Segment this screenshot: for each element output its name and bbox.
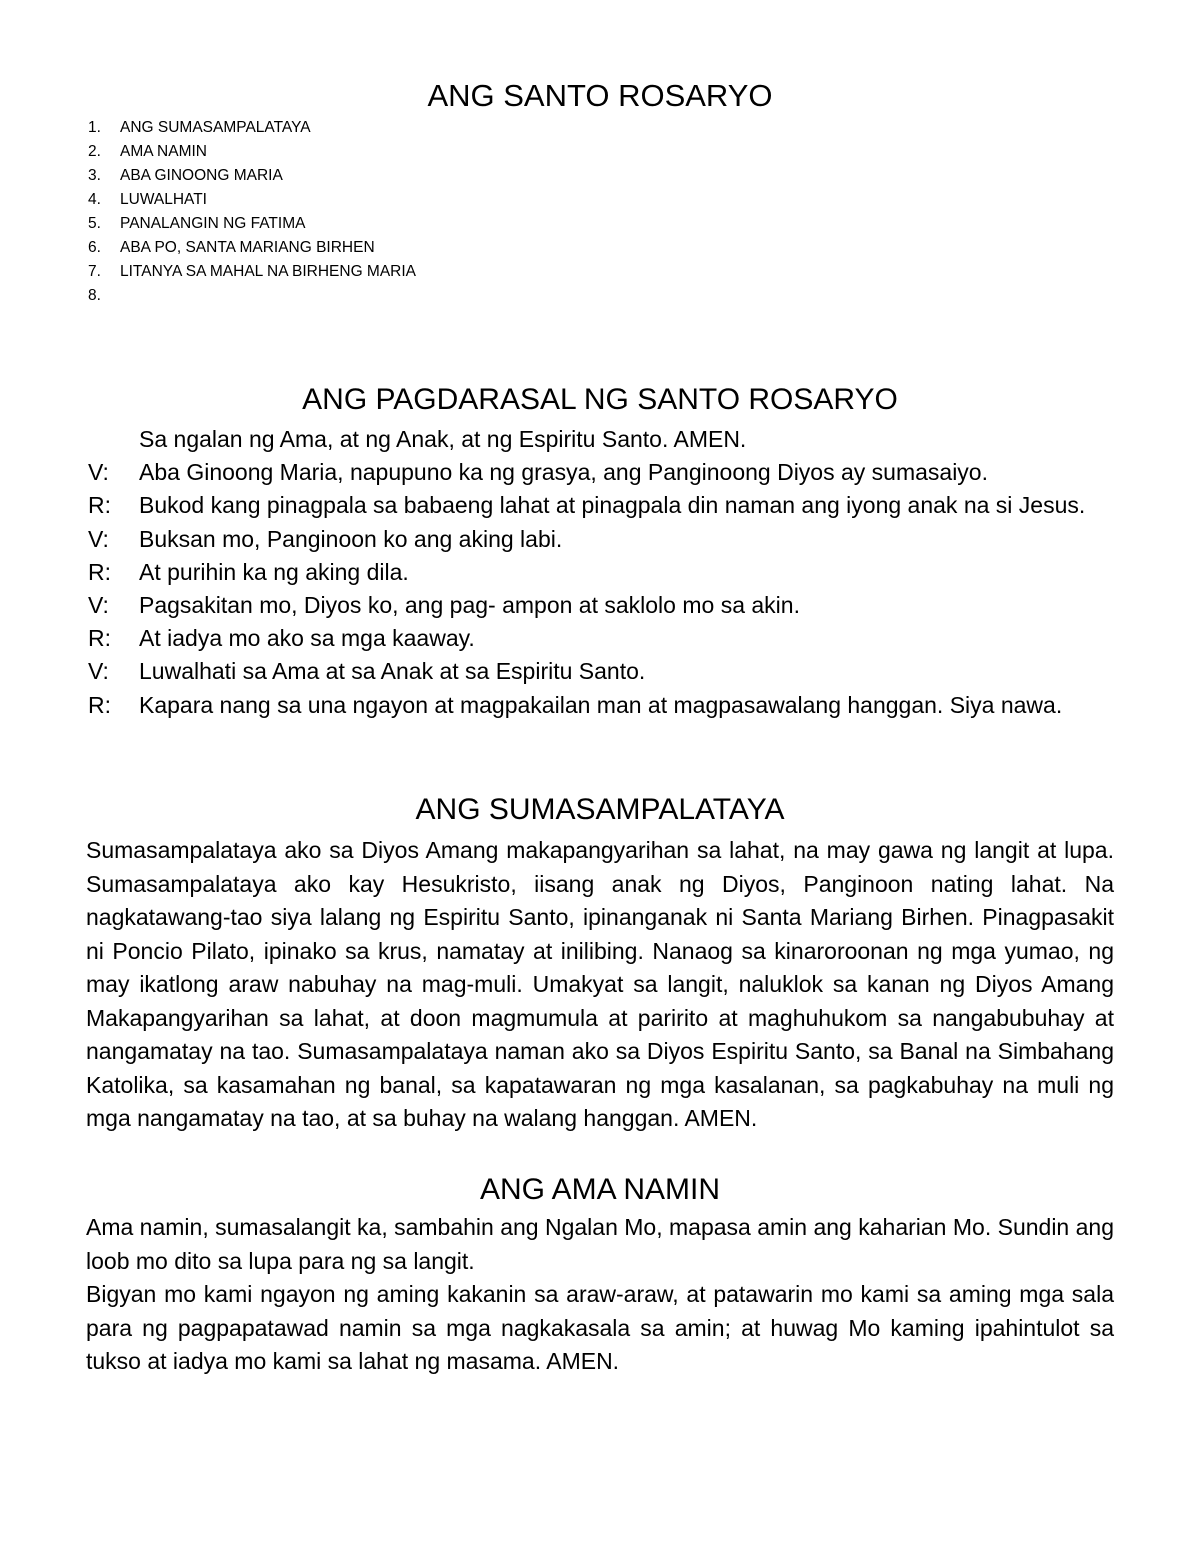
toc-item-number: 3. (88, 167, 101, 184)
toc-item-text: AMA NAMIN (120, 143, 207, 160)
prayer-line-text: Buksan mo, Panginoon ko ang aking labi. (139, 525, 563, 552)
toc-item-text: ABA GINOONG MARIA (120, 167, 283, 184)
toc-item-text: ANG SUMASAMPALATAYA (120, 119, 311, 136)
prayer-line-label (88, 423, 139, 456)
pagdarasal-prayer (88, 423, 1118, 722)
section-heading-sumasampalataya: ANG SUMASAMPALATAYA (415, 793, 785, 826)
prayer-line (88, 556, 1118, 589)
prayer-line-text: Pagsakitan mo, Diyos ko, ang pag- ampon at saklolo mo sa akin. (139, 592, 800, 619)
toc-item-number: 6. (88, 239, 101, 256)
prayer-line (88, 423, 1118, 456)
toc-item (88, 140, 416, 164)
toc-item-number: 7. (88, 263, 101, 280)
prayer-line-label: V: (88, 525, 109, 552)
prayer-line (88, 523, 1118, 556)
prayer-line (88, 689, 1118, 722)
toc-item-number: 2. (88, 143, 101, 160)
prayer-line-label: R: (88, 558, 111, 585)
table-of-contents (88, 116, 416, 308)
prayer-line-label: R: (88, 625, 111, 652)
prayer-line-text: Sa ngalan ng Ama, at ng Anak, at ng Espiritu Santo. AMEN. (139, 426, 747, 452)
toc-item (88, 164, 416, 188)
prayer-line-label: V: (88, 658, 109, 685)
toc-item-number: 1. (88, 119, 101, 136)
toc-item (88, 188, 416, 212)
toc-item-number: 5. (88, 215, 101, 232)
toc-item-text: PANALANGIN NG FATIMA (120, 215, 306, 232)
prayer-line (88, 622, 1118, 655)
prayer-line-text: At iadya mo ako sa mga kaaway. (139, 625, 475, 652)
toc-item-text: LITANYA SA MAHAL NA BIRHENG MARIA (120, 263, 417, 280)
ama-namin-prayer (86, 1211, 1114, 1379)
prayer-line (88, 589, 1118, 622)
toc-item (88, 260, 416, 284)
toc-item (88, 116, 416, 140)
prayer-line-text: At purihin ka ng aking dila. (139, 558, 409, 585)
section-heading-pagdarasal: ANG PAGDARASAL NG SANTO ROSARYO (302, 383, 898, 416)
prayer-line (88, 489, 1118, 522)
prayer-line-text: Kapara nang sa una ngayon at magpakailan man at magpasawalang hanggan. Siya nawa. (139, 691, 1063, 718)
sumasampalataya-prayer (86, 834, 1114, 1136)
toc-item-text: ABA PO, SANTA MARIANG BIRHEN (120, 239, 375, 256)
prayer-line-text: Luwalhati sa Ama at sa Anak at sa Espiritu Santo. (139, 658, 646, 685)
toc-item (88, 284, 416, 308)
toc-item-text: LUWALHATI (120, 191, 207, 208)
prayer-line-label: V: (88, 592, 109, 619)
prayer-line-label: R: (88, 492, 111, 519)
prayer-paragraph: Ama namin, sumasalangit ka, sambahin ang Ngalan Mo, mapasa amin ang kaharian Mo. Sundin ang loob mo dito sa lupa para ng sa langit. (86, 1214, 1114, 1274)
prayer-paragraph: Bigyan mo kami ngayon ng aming kakanin sa araw-araw, at patawarin mo kami sa aming mga sala para ng pagpapatawad namin sa mga nagkakasala sa amin; at huwag Mo kaming ipahintulot sa tukso at iadya mo kami sa lahat ng masama. AMEN. (86, 1281, 1114, 1374)
toc-item (88, 236, 416, 260)
prayer-line-text: Aba Ginoong Maria, napupuno ka ng grasya, ang Panginoong Diyos ay sumasaiyo. (139, 459, 988, 486)
prayer-paragraph: Sumasampalataya ako sa Diyos Amang makapangyarihan sa lahat, na may gawa ng langit at lupa. Sumasampalataya ako kay Hesukristo, iisang anak ng Diyos, Panginoon nating lahat. Na nagkatawang-tao siya lalang ng Espiritu Santo, ipinanganak ni Santa Mariang Birhen. Pinagpasakit ni Poncio Pilato, ipinako sa krus, namatay at inilibing. Nanaog sa kinaroroonan ng mga yumao, ng may ikatlong araw nabuhay na mag-muli. Umakyat sa langit, naluklok sa kanan ng Diyos Amang Makapangyarihan sa lahat, at doon magmumula at paririto at maghuhukom sa nangabubuhay at nangamatay na tao. Sumasampalataya naman ako sa Diyos Espiritu Santo, sa Banal na Simbahang Katolika, sa kasamahan ng banal, sa kapatawaran ng mga kasalanan, sa pagkabuhay na muli ng mga nangamatay na tao, at sa buhay na walang hanggan. AMEN. (86, 837, 1114, 1131)
toc-item-number: 8. (88, 287, 101, 304)
toc-item (88, 212, 416, 236)
toc-item-number: 4. (88, 191, 101, 208)
prayer-line (88, 655, 1118, 688)
prayer-line-label: V: (88, 459, 109, 486)
prayer-line-text: Bukod kang pinagpala sa babaeng lahat at pinagpala din naman ang iyong anak na si Jesus. (139, 492, 1086, 519)
prayer-line-label: R: (88, 691, 111, 718)
section-heading-ama-namin: ANG AMA NAMIN (479, 1173, 721, 1206)
document-title: ANG SANTO ROSARYO (427, 78, 773, 113)
prayer-line (88, 456, 1118, 489)
